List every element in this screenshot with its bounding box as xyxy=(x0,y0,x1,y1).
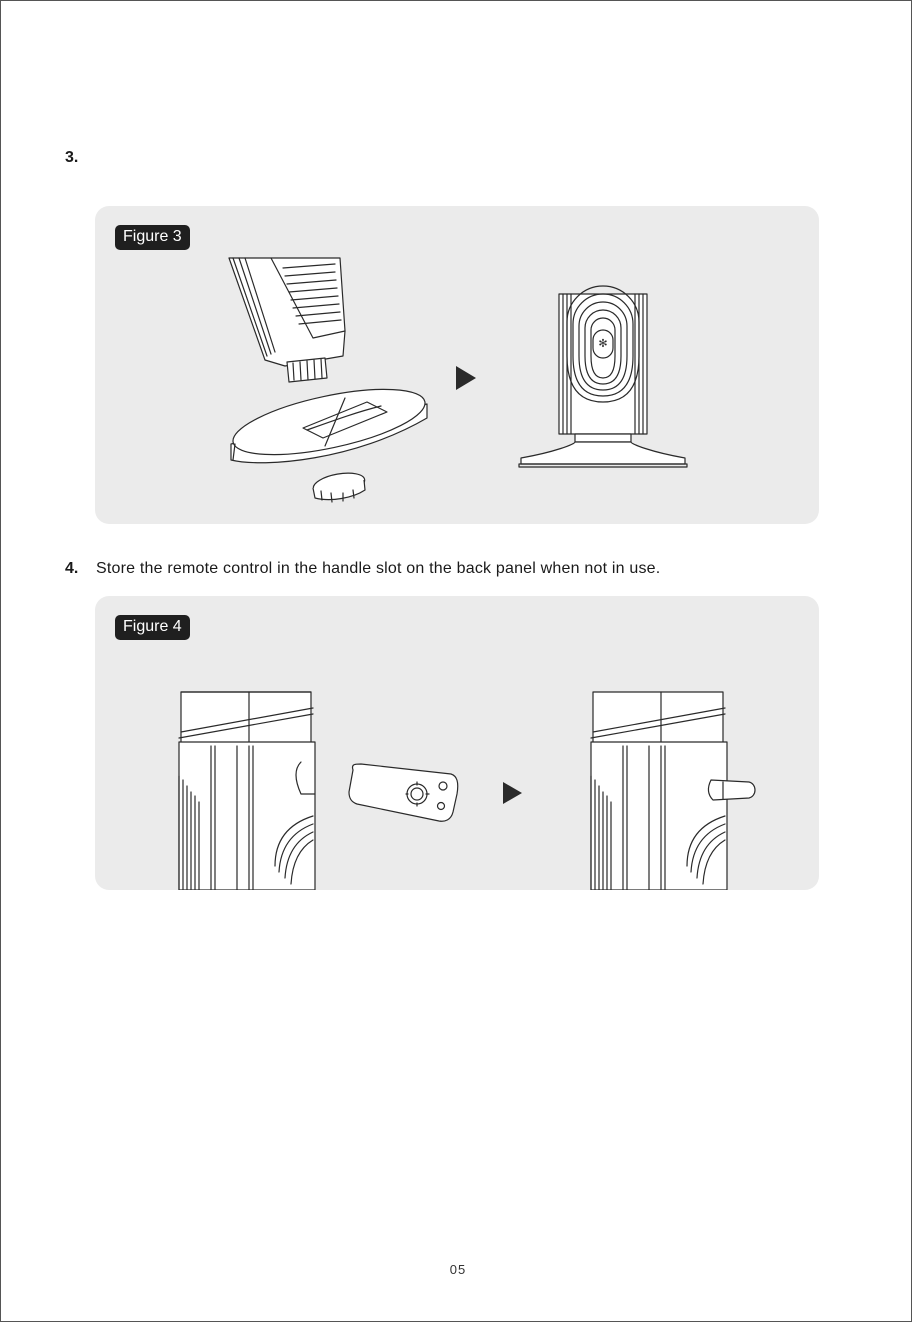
svg-text:✻: ✻ xyxy=(598,337,608,350)
lock-nut-icon xyxy=(312,470,367,502)
arrow-right-icon xyxy=(456,366,476,390)
figure-4-panel xyxy=(95,596,819,890)
figure-3-label: Figure 3 xyxy=(115,225,190,250)
page-number: 05 xyxy=(449,1262,467,1277)
figure-4-label: Figure 4 xyxy=(115,615,190,640)
fan-body-tilted-icon xyxy=(229,258,345,382)
figure-4-illustration xyxy=(95,596,819,890)
figure-3-panel xyxy=(95,206,819,524)
fan-back-panel-icon xyxy=(179,692,315,890)
fan-back-with-remote-icon xyxy=(591,692,755,890)
figure-3-illustration xyxy=(95,206,819,524)
fan-assembled-icon xyxy=(519,286,687,467)
arrow-right-icon xyxy=(503,782,522,804)
step-4-number: 4. xyxy=(65,560,79,577)
remote-control-icon xyxy=(349,764,458,821)
step-3-number: 3. xyxy=(65,149,79,166)
step-4-text: Store the remote control in the handle slot on the back panel when not in use. xyxy=(96,560,661,577)
fan-base-plate-icon xyxy=(228,376,431,468)
